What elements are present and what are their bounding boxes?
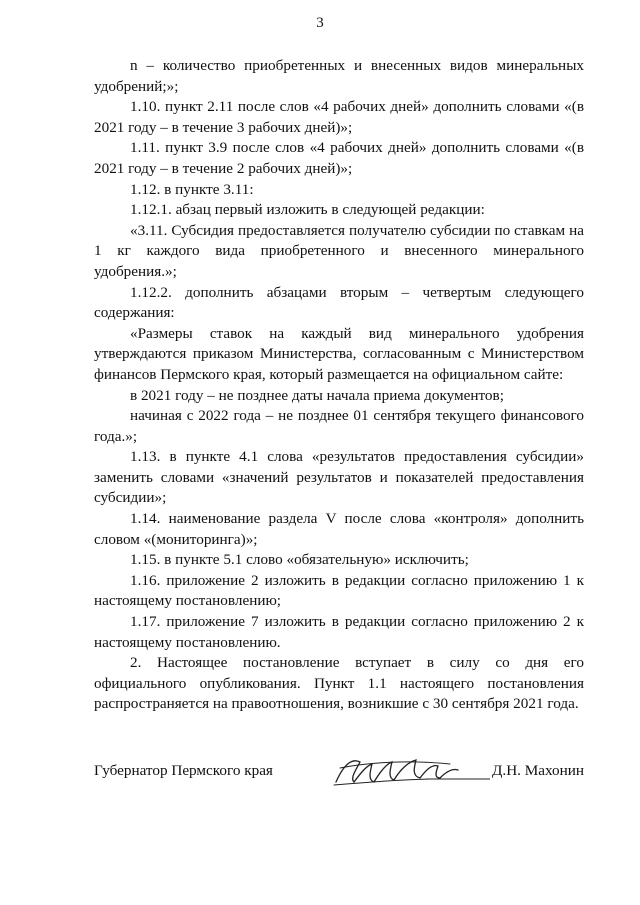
paragraph-3-11-quote: «3.11. Субсидия предоставляется получателю субсидии по ставкам на 1 кг каждого вида приобретенного и внесенного минерального удобрения.»;: [94, 221, 584, 280]
document-body: [94, 56, 584, 715]
handwritten-signature: [330, 752, 490, 788]
paragraph-1-17: 1.17. приложение 7 изложить в редакции согласно приложению 2 к настоящему постановлению.: [94, 613, 584, 651]
paragraph-1-13: 1.13. в пункте 4.1 слова «результатов предоставления субсидии» заменить словами «значений результатов и показателей предоставления субсидии»;: [94, 448, 584, 507]
paragraph-2: 2. Настоящее постановление вступает в силу со дня его официального опубликования. Пункт 1.1 настоящего постановления распространяется на правоотношения, возникшие с 30 сентября 2021 года.: [94, 654, 584, 713]
page-number: 3: [316, 15, 324, 31]
paragraph-n-definition: n – количество приобретенных и внесенных видов минеральных удобрений;»;: [94, 57, 584, 95]
paragraph-1-15: 1.15. в пункте 5.1 слово «обязательную» исключить;: [130, 551, 469, 569]
paragraph-2021: в 2021 году – не позднее даты начала приема документов;: [130, 386, 504, 404]
paragraph-1-11: 1.11. пункт 3.9 после слов «4 рабочих дней» дополнить словами «(в 2021 году – в течение 2 рабочих дней)»;: [94, 139, 584, 177]
paragraph-1-12: 1.12. в пункте 3.11:: [130, 180, 254, 198]
signature-block: [94, 752, 584, 792]
paragraph-rates-quote: «Размеры ставок на каждый вид минерального удобрения утверждаются приказом Министерства, согласованным с Министерством финансов Пермского края, который размещается на официальном сайте:: [94, 324, 584, 383]
paragraph-1-10: 1.10. пункт 2.11 после слов «4 рабочих дней» дополнить словами «(в 2021 году – в течение 3 рабочих дней)»;: [94, 98, 584, 136]
paragraph-1-12-1: 1.12.1. абзац первый изложить в следующей редакции:: [130, 201, 485, 219]
signatory-name: Д.Н. Махонин: [492, 762, 584, 779]
paragraph-2022: начиная с 2022 года – не позднее 01 сентября текущего финансового года.»;: [94, 407, 584, 445]
paragraph-1-14: 1.14. наименование раздела V после слова «контроля» дополнить словом «(мониторинга)»;: [94, 510, 584, 548]
paragraph-1-12-2: 1.12.2. дополнить абзацами вторым – четвертым следующего содержания:: [94, 283, 584, 322]
paragraph-1-16: 1.16. приложение 2 изложить в редакции согласно приложению 1 к настоящему постановлению;: [94, 571, 584, 610]
signatory-title: Губернатор Пермского края: [94, 762, 273, 779]
